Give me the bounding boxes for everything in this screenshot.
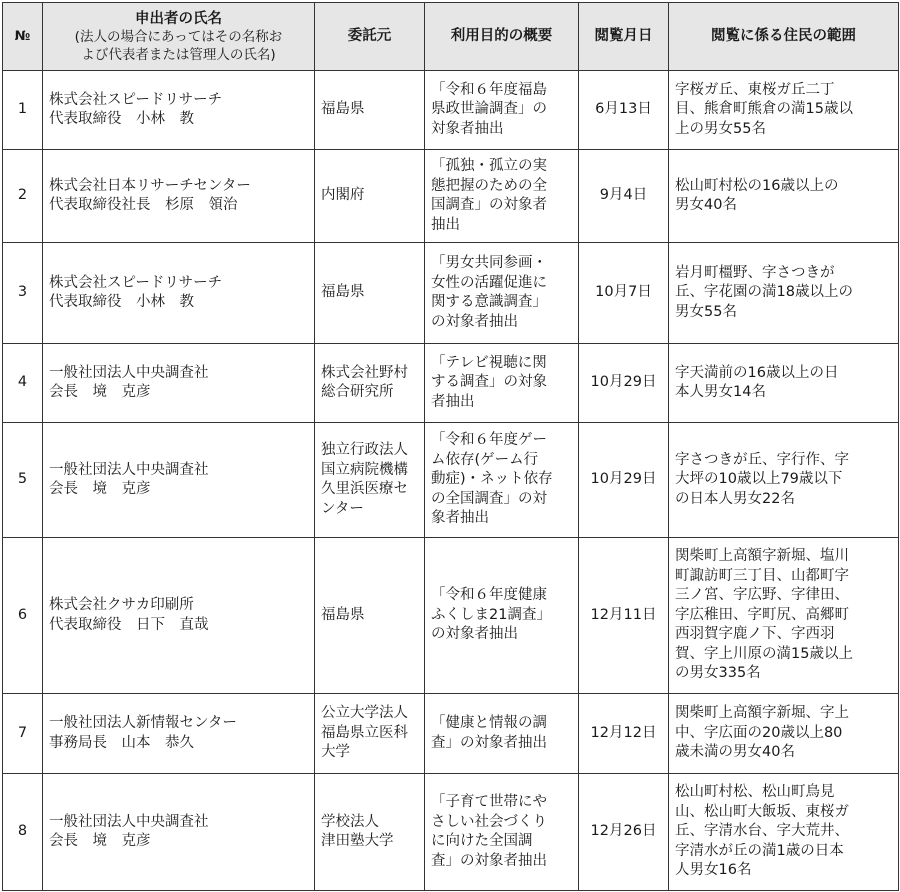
client-line: 福島県 xyxy=(321,284,365,301)
scope-line: の日本人男女22名 xyxy=(675,490,795,507)
purpose-line: 態把握のための全 xyxy=(431,177,547,194)
date-cell: 9月4日 xyxy=(579,150,669,243)
scope-line: 三ノ宮、字広野、字律田、 xyxy=(675,587,849,604)
table-row xyxy=(3,71,899,150)
scope-line: 町諏訪町三丁目、山都町字 xyxy=(675,567,849,584)
scope-line: 字清水が丘の満1歳の日本 xyxy=(675,842,844,859)
scope-line: 賀、字上川原の満15歳以上 xyxy=(675,645,853,662)
purpose-cell xyxy=(425,243,579,344)
row-number: 1 xyxy=(3,71,43,150)
client-line: 津田塾大学 xyxy=(321,833,394,849)
purpose-line: の対象者抽出 xyxy=(431,626,518,643)
client-line: 国立病院機構 xyxy=(321,461,408,478)
applicant-cell xyxy=(43,150,315,243)
applicant-line: 代表取締役社長 杉原 領治 xyxy=(49,197,238,213)
purpose-cell xyxy=(425,694,579,774)
scope-cell xyxy=(669,150,899,243)
scope-cell xyxy=(669,694,899,774)
client-line: 大学 xyxy=(321,744,350,761)
purpose-line: 「健康と情報の調 xyxy=(431,715,547,731)
purpose-cell xyxy=(425,538,579,694)
applicant-line: 一般社団法人新情報センター xyxy=(49,715,237,731)
scope-line: 丘、字清水台、字大荒井、 xyxy=(675,823,849,840)
scope-line: 人男女16名 xyxy=(675,862,752,879)
row-number: 8 xyxy=(3,774,43,891)
table-row xyxy=(3,344,899,423)
client-cell xyxy=(315,243,425,344)
purpose-line: 「令和６年度ゲー xyxy=(431,432,547,449)
purpose-line: 県政世論調査」の xyxy=(431,101,547,118)
purpose-line: 「テレビ視聴に関 xyxy=(431,354,547,371)
applicant-line: 代表取締役 小林 教 xyxy=(49,111,194,127)
client-line: 株式会社野村 xyxy=(321,364,408,381)
client-cell xyxy=(315,538,425,694)
applicant-cell xyxy=(43,694,315,774)
row-number: 3 xyxy=(3,243,43,344)
scope-line: 松山町村松の16歳以上の xyxy=(675,177,839,194)
purpose-line: 抽出 xyxy=(431,216,460,233)
client-line: 福島県 xyxy=(321,101,365,118)
scope-line: 山、松山町大飯坂、東桜ガ xyxy=(675,803,849,820)
scope-line: 松山町村松、松山町鳥見 xyxy=(675,784,835,801)
client-line: 久里浜医療セ xyxy=(321,481,408,497)
purpose-line: 者抽出 xyxy=(431,393,475,410)
client-cell xyxy=(315,71,425,150)
client-cell xyxy=(315,694,425,774)
scope-line: 岩月町橿野、字さつきが xyxy=(675,264,835,281)
scope-line: 男女40名 xyxy=(675,197,737,213)
purpose-line: する調査」の対象 xyxy=(431,374,547,391)
applicant-line: 会長 境 克彦 xyxy=(49,384,151,400)
purpose-line: 対象者抽出 xyxy=(431,120,504,137)
applicant-line: 会長 境 克彦 xyxy=(49,481,151,497)
client-line: 学校法人 xyxy=(321,813,379,830)
table-row xyxy=(3,423,899,538)
purpose-line: 査」の対象者抽出 xyxy=(431,852,547,869)
purpose-cell xyxy=(425,71,579,150)
client-line: 福島県立医科 xyxy=(321,724,408,741)
applicant-line: 代表取締役 小林 教 xyxy=(49,294,194,310)
header-no: № xyxy=(3,3,43,71)
purpose-line: 関する意識調査」 xyxy=(431,294,547,310)
scope-line: 目、熊倉町熊倉の満15歳以 xyxy=(675,101,853,118)
purpose-line: の全国調査」の対 xyxy=(431,490,547,507)
purpose-cell xyxy=(425,423,579,538)
purpose-line: 「子育て世帯にや xyxy=(431,794,547,810)
client-line: 独立行政法人 xyxy=(321,442,408,458)
purpose-line: 「孤独・孤立の実 xyxy=(431,158,547,174)
purpose-cell xyxy=(425,150,579,243)
applicant-line: 株式会社スピードリサーチ xyxy=(49,91,223,108)
table-row xyxy=(3,694,899,774)
applicant-line: 代表取締役 日下 直哉 xyxy=(49,616,209,633)
applicant-line: 株式会社クサカ印刷所 xyxy=(49,597,194,613)
date-cell: 12月12日 xyxy=(579,694,669,774)
row-number: 6 xyxy=(3,538,43,694)
table-body xyxy=(3,71,899,891)
scope-cell xyxy=(669,344,899,423)
applicant-line: 会長 境 克彦 xyxy=(49,833,151,849)
purpose-line: ム依存(ゲーム行 xyxy=(431,451,539,468)
purpose-line: さしい社会づくり xyxy=(431,813,547,830)
table-row xyxy=(3,150,899,243)
applicant-line: 一般社団法人中央調査社 xyxy=(49,813,209,830)
applicant-line: 一般社団法人中央調査社 xyxy=(49,364,209,381)
table-row xyxy=(3,774,899,891)
header-row xyxy=(3,3,899,71)
client-line: 福島県 xyxy=(321,606,365,623)
purpose-line: に向けた全国調 xyxy=(431,833,533,849)
purpose-line: 動症)・ネット依存 xyxy=(431,471,553,488)
applicant-cell xyxy=(43,71,315,150)
row-number: 5 xyxy=(3,423,43,538)
row-number: 7 xyxy=(3,694,43,774)
applicant-line: 株式会社日本リサーチセンター xyxy=(49,177,251,194)
scope-line: 字さつきが丘、字行作、字 xyxy=(675,451,849,468)
date-cell: 10月29日 xyxy=(579,344,669,423)
client-cell xyxy=(315,423,425,538)
applicant-line: 株式会社スピードリサーチ xyxy=(49,274,223,291)
purpose-line: の対象者抽出 xyxy=(431,313,518,330)
purpose-cell xyxy=(425,774,579,891)
applicant-cell xyxy=(43,423,315,538)
scope-line: 関柴町上高額字新堀、塩川 xyxy=(675,548,849,565)
purpose-line: 「令和６年度健康 xyxy=(431,587,547,604)
purpose-line: ふくしま21調査」 xyxy=(431,606,551,623)
table-row xyxy=(3,538,899,694)
scope-cell xyxy=(669,243,899,344)
purpose-line: 「令和６年度福島 xyxy=(431,81,547,98)
applicant-cell xyxy=(43,344,315,423)
scope-line: 字天満前の16歳以上の日 xyxy=(675,364,839,381)
scope-line: の男女335名 xyxy=(675,665,761,682)
scope-line: 関柴町上高額字新堀、字上 xyxy=(675,705,849,722)
header-client: 委託元 xyxy=(315,3,425,71)
scope-cell xyxy=(669,774,899,891)
client-cell xyxy=(315,344,425,423)
applicant-line: 事務局長 山本 恭久 xyxy=(49,734,194,751)
header-date: 閲覧月日 xyxy=(579,3,669,71)
scope-line: 歳未満の男女40名 xyxy=(675,744,795,761)
header-scope: 閲覧に係る住民の範囲 xyxy=(669,3,899,71)
date-cell: 10月7日 xyxy=(579,243,669,344)
date-cell: 12月26日 xyxy=(579,774,669,891)
header-applicant-sub-2: よび代表者または管理人の氏名) xyxy=(81,46,276,63)
scope-line: 字桜ガ丘、東桜ガ丘二丁 xyxy=(675,81,835,98)
row-number: 2 xyxy=(3,150,43,243)
scope-line: 字広稚田、字町尻、高郷町 xyxy=(675,606,849,623)
purpose-line: 国調査」の対象者 xyxy=(431,197,547,213)
header-applicant-sub-1: (法人の場合にあってはその名称お xyxy=(74,28,283,45)
scope-cell xyxy=(669,538,899,694)
client-line: ンター xyxy=(321,500,364,517)
client-line: 公立大学法人 xyxy=(321,705,408,722)
purpose-line: 「男女共同参画・ xyxy=(431,255,547,271)
scope-line: 中、字広面の20歳以上80 xyxy=(675,724,843,741)
header-applicant-title: 申出者の氏名 xyxy=(135,10,222,27)
date-cell: 10月29日 xyxy=(579,423,669,538)
scope-line: 大坪の10歳以上79歳以下 xyxy=(675,471,843,488)
client-line: 内閣府 xyxy=(321,187,365,204)
header-applicant xyxy=(43,3,315,71)
scope-cell xyxy=(669,423,899,538)
client-cell xyxy=(315,774,425,891)
purpose-line: 象者抽出 xyxy=(431,510,489,527)
applicant-cell xyxy=(43,243,315,344)
client-cell xyxy=(315,150,425,243)
client-line: 総合研究所 xyxy=(321,384,394,400)
scope-line: 上の男女55名 xyxy=(675,120,766,137)
table-row xyxy=(3,243,899,344)
header-purpose: 利用目的の概要 xyxy=(425,3,579,71)
purpose-cell xyxy=(425,344,579,423)
applicant-line: 一般社団法人中央調査社 xyxy=(49,461,209,478)
scope-cell xyxy=(669,71,899,150)
scope-line: 丘、字花園の満18歳以上の xyxy=(675,284,853,301)
records-table xyxy=(2,2,899,891)
applicant-cell xyxy=(43,774,315,891)
purpose-line: 査」の対象者抽出 xyxy=(431,734,547,751)
scope-line: 男女55名 xyxy=(675,303,737,320)
scope-line: 本人男女14名 xyxy=(675,384,766,400)
date-cell: 12月11日 xyxy=(579,538,669,694)
scope-line: 西羽賀字鹿ノ下、字西羽 xyxy=(675,626,835,643)
date-cell: 6月13日 xyxy=(579,71,669,150)
row-number: 4 xyxy=(3,344,43,423)
purpose-line: 女性の活躍促進に xyxy=(431,274,547,291)
applicant-cell xyxy=(43,538,315,694)
